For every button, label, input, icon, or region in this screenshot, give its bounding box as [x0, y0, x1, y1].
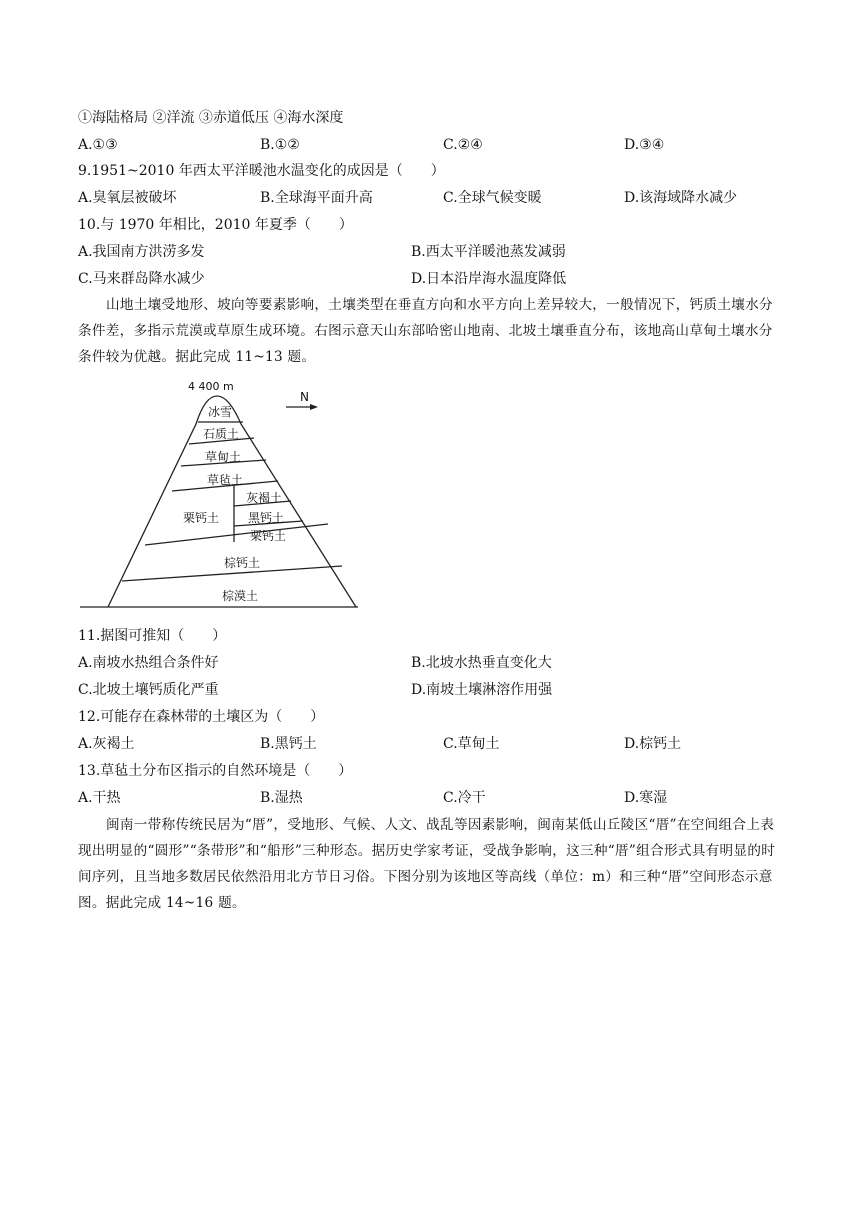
q10-option-c[interactable]: C.马来群岛降水减少: [78, 271, 205, 287]
q13-stem: 13.草毡土分布区指示的自然环境是（ ）: [78, 763, 353, 779]
passage-soil: [78, 292, 784, 370]
north-arrow-icon: [286, 404, 318, 410]
passage-soil-text: 山地土壤受地形、坡向等要素影响，土壤类型在垂直方向和水平方向上差异较大，一般情况下，钙质土壤水分条件差，多指示荒漠或草原生成环境。右图示意天山东部哈密山地南、北坡土壤垂直分布，该地高山草甸土壤水分条件较为优越。据此完成 11~13 题。: [78, 297, 773, 365]
q8-option-d[interactable]: D.③④: [624, 137, 665, 153]
layer-browncalcic-label: 棕钙土: [223, 556, 261, 570]
q11-option-c[interactable]: C.北坡土壤钙质化严重: [78, 682, 219, 698]
layer-chestnut-right-label: 栗钙土: [249, 529, 287, 543]
soil-profile-figure: [78, 378, 368, 614]
q8-option-a[interactable]: A.①③: [78, 137, 118, 153]
q11-option-d[interactable]: D.南坡土壤淋溶作用强: [411, 682, 553, 698]
q12-option-d[interactable]: D.棕钙土: [624, 736, 682, 752]
q13-option-a[interactable]: A.干热: [78, 790, 121, 806]
q9-option-b[interactable]: B.全球海平面升高: [260, 190, 373, 206]
q8-factors: ①海陆格局 ②洋流 ③赤道低压 ④海水深度: [78, 110, 344, 126]
q12-option-c[interactable]: C.草甸土: [443, 736, 500, 752]
layer-meadow-label: 草甸土: [204, 450, 242, 464]
q12-stem: 12.可能存在森林带的土壤区为（ ）: [78, 709, 325, 725]
q11-option-a[interactable]: A.南坡水热组合条件好: [78, 655, 219, 671]
q10-option-a[interactable]: A.我国南方洪涝多发: [78, 244, 205, 260]
q9-options: [78, 188, 798, 208]
passage-cuo-text: 闽南一带称传统民居为“厝”，受地形、气候、人文、战乱等因素影响，闽南某低山丘陵区“厝”在空间组合上表现出明显的“圆形”“条带形”和“船形”三种形态。据历史学家考证，受战争影响，这三种“厝”组合形式具有明显的时间序列，且当地多数居民依然沿用北方节日习俗。下图分别为该地区等高线（单位：m）和三种“厝”空间形态示意图。据此完成 14~16 题。: [78, 817, 776, 911]
q12-option-a[interactable]: A.灰褐土: [78, 736, 135, 752]
soil-profile-diagram: [78, 378, 368, 614]
q8-options: [78, 135, 798, 155]
layer-stony-label: 石质土: [202, 427, 240, 441]
q13-option-b[interactable]: B.湿热: [260, 790, 303, 806]
q8-option-c[interactable]: C.②④: [443, 137, 483, 153]
q8-option-b[interactable]: B.①②: [260, 137, 300, 153]
q11-options-row1: [78, 653, 798, 673]
q9-option-a[interactable]: A.臭氧层被破坏: [78, 190, 177, 206]
q9-option-d[interactable]: D.该海域降水减少: [624, 190, 738, 206]
q11-stem: 11.据图可推知（ ）: [78, 628, 227, 644]
layer-chestnut-left-label: 栗钙土: [182, 511, 220, 525]
north-label: N: [300, 390, 309, 404]
q10-options-row1: [78, 242, 798, 262]
boundary-chestnut: [145, 524, 328, 545]
q12-options: [78, 734, 798, 754]
q9-stem: 9.1951~2010 年西太平洋暖池水温变化的成因是（ ）: [78, 163, 445, 179]
q10-option-b[interactable]: B.西太平洋暖池蒸发减弱: [411, 244, 566, 260]
q9-option-c[interactable]: C.全球气候变暖: [443, 190, 542, 206]
q10-option-d[interactable]: D.日本沿岸海水温度降低: [411, 271, 567, 287]
passage-cuo: [78, 812, 784, 916]
q10-stem: 10.与 1970 年相比，2010 年夏季（ ）: [78, 217, 353, 233]
q13-option-d[interactable]: D.寒湿: [624, 790, 668, 806]
q13-option-c[interactable]: C.冷干: [443, 790, 486, 806]
layer-greybrown-label: 灰褐土: [245, 491, 283, 505]
q10-options-row2: [78, 269, 798, 289]
peak-elevation-label: 4 400 m: [188, 380, 234, 393]
q11-option-b[interactable]: B.北坡水热垂直变化大: [411, 655, 552, 671]
layer-felt-label: 草毡土: [206, 473, 244, 487]
q12-option-b[interactable]: B.黑钙土: [260, 736, 317, 752]
layer-browndesert-label: 棕漠土: [221, 589, 259, 603]
layer-ice-label: 冰雪: [207, 405, 233, 419]
q11-options-row2: [78, 680, 798, 700]
q13-options: [78, 788, 798, 808]
layer-black-label: 黑钙土: [247, 511, 285, 525]
